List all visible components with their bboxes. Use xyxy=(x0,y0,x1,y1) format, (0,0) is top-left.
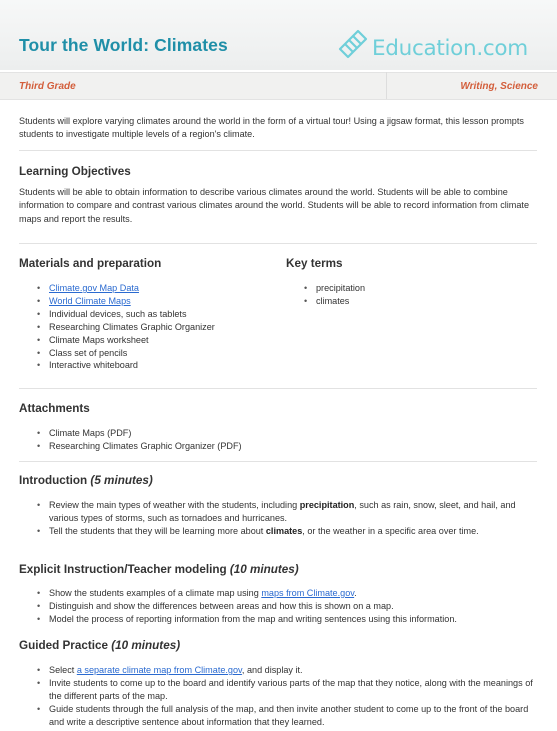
section-divider xyxy=(19,243,537,244)
meta-divider xyxy=(386,72,387,99)
explicit-list xyxy=(37,587,539,626)
key-term-item: • climates xyxy=(304,295,504,308)
material-text: Interactive whiteboard xyxy=(49,360,138,371)
explicit-step xyxy=(37,587,539,600)
logo-wordmark: Education.com xyxy=(372,36,528,61)
explicit-title: Explicit Instruction/Teacher modeling xyxy=(19,563,227,576)
section-divider xyxy=(19,150,537,151)
material-item xyxy=(37,282,277,295)
climate-gov-link[interactable]: a separate climate map from Climate.gov xyxy=(76,665,242,675)
guided-title: Guided Practice xyxy=(19,639,108,652)
material-item xyxy=(37,334,277,347)
key-terms-list xyxy=(304,282,504,308)
section-divider xyxy=(19,388,537,389)
step-text: Select xyxy=(49,665,77,675)
lesson-summary: Students will explore varying climates around the world in the form of a virtual tour! Using a jigsaw format, this lesson prompts students to investigate multiple levels of a region's climate. xyxy=(19,116,524,140)
explicit-duration: (10 minutes) xyxy=(229,563,299,576)
guided-list xyxy=(37,664,539,729)
introduction-duration: (5 minutes) xyxy=(90,474,153,487)
step-text: Guide students through the full analysis of the map, and then invite another student to come up to the front of the board and write a descriptive sentence about information that they learned. xyxy=(49,703,529,727)
materials-list xyxy=(37,282,277,372)
attachments-heading: Attachments xyxy=(19,402,90,415)
climate-gov-link[interactable]: maps from Climate.gov xyxy=(261,588,355,598)
material-item xyxy=(37,308,277,321)
attachment-item[interactable]: • Researching Climates Graphic Organizer (PDF) xyxy=(37,440,437,453)
introduction-heading xyxy=(19,474,153,487)
attachments-list xyxy=(37,427,437,453)
material-text: Climate Maps worksheet xyxy=(49,334,149,345)
material-item xyxy=(37,359,277,372)
page-title: Tour the World: Climates xyxy=(19,35,228,55)
material-item xyxy=(37,321,277,334)
attachment-item[interactable]: • Climate Maps (PDF) xyxy=(37,427,437,440)
guided-heading xyxy=(19,639,180,652)
explicit-step xyxy=(37,600,539,613)
introduction-list xyxy=(37,499,539,538)
objectives-text: Students will be able to obtain information to describe various climates around the world. Students will be able to combine information to compare and contrast various climates around the world. Students will be able to record information from climate maps and report the results. xyxy=(19,187,529,224)
guided-step xyxy=(37,703,539,729)
materials-heading: Materials and preparation xyxy=(19,257,162,270)
introduction-title: Introduction xyxy=(19,474,88,487)
material-text: Researching Climates Graphic Organizer xyxy=(49,321,215,332)
step-text: . xyxy=(354,588,357,598)
introduction-step xyxy=(37,499,539,525)
lesson-meta-bar xyxy=(0,72,557,100)
guided-step xyxy=(37,664,539,677)
key-term-item: • precipitation xyxy=(304,282,504,295)
step-text: , such as rain, snow, sleet, and hail, and various types of storms, such as tornadoes and hurricanes. xyxy=(49,500,516,523)
step-text: Show the students examples of a climate map using xyxy=(49,588,262,598)
step-text: , or the weather in a specific area over time. xyxy=(302,525,479,536)
step-text: Tell the students that they will be learning more about xyxy=(49,525,266,536)
material-text: Individual devices, such as tablets xyxy=(49,308,187,319)
guided-step xyxy=(37,677,539,703)
step-text: Distinguish and show the differences between areas and how this is shown on a map. xyxy=(49,600,394,611)
material-item xyxy=(37,295,277,308)
guided-duration: (10 minutes) xyxy=(111,639,181,652)
key-term-bold: precipitation xyxy=(299,500,355,510)
material-link[interactable]: Climate.gov Map Data xyxy=(49,283,139,293)
key-term-bold: climates xyxy=(265,525,303,536)
key-terms-heading: Key terms xyxy=(286,257,343,270)
material-text: Class set of pencils xyxy=(49,347,128,358)
material-link[interactable]: World Climate Maps xyxy=(49,295,131,306)
education-com-logo[interactable] xyxy=(336,25,548,65)
material-item xyxy=(37,347,277,360)
section-divider xyxy=(19,461,537,462)
step-text: , and display it. xyxy=(241,665,303,675)
pencil-logo-icon xyxy=(336,27,370,61)
step-text: Model the process of reporting information from the map and writing sentences using this information. xyxy=(49,613,457,624)
explicit-heading xyxy=(19,563,299,576)
objectives-heading: Learning Objectives xyxy=(19,165,131,178)
step-text: Review the main types of weather with the students, including xyxy=(49,500,300,510)
explicit-step xyxy=(37,613,539,626)
grade-level: Third Grade xyxy=(19,81,76,92)
step-text: Invite students to come up to the board and identify various parts of the map that they notice, along with the meanings of the different parts of the map. xyxy=(49,677,533,701)
introduction-step xyxy=(37,525,539,538)
subject-tags: Writing, Science xyxy=(460,81,538,92)
page-header xyxy=(0,0,557,70)
